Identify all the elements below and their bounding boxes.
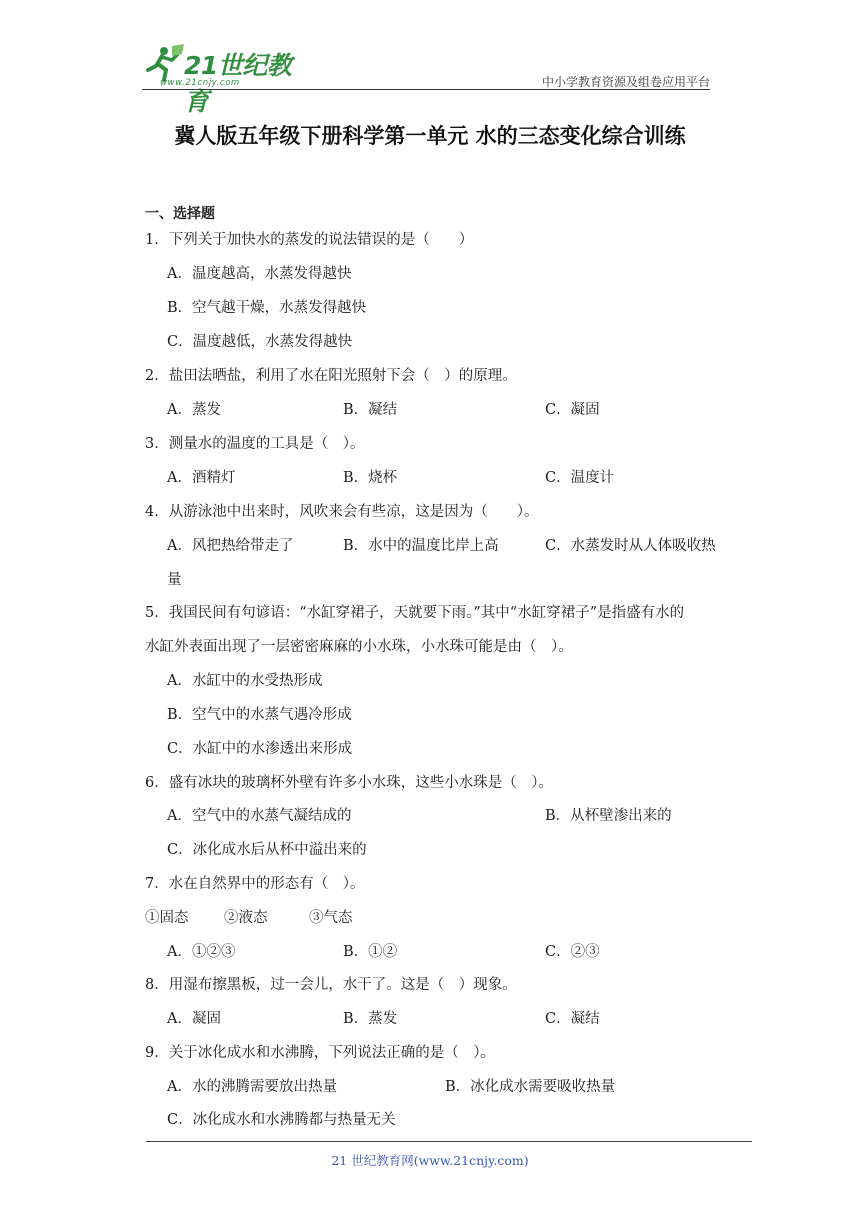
question-5-option-b: B．空气中的水蒸气遇冷形成 — [167, 707, 352, 723]
question-4-stem: 4．从游泳池中出来时，风吹来会有些凉，这是因为（ ）。 — [145, 504, 539, 520]
question-7-option-b: B．①② — [343, 944, 398, 960]
question-2-option-c: C．凝固 — [545, 402, 600, 418]
question-1-option-a: A．温度越高，水蒸发得越快 — [167, 266, 352, 282]
question-6-stem: 6．盛有冰块的玻璃杯外壁有许多小水珠，这些小水珠是（ ）。 — [145, 775, 553, 791]
logo-text: 21世纪教育 — [184, 51, 292, 116]
question-7-item-2: ②液态 — [224, 910, 268, 926]
question-5-stem-line1: 5．我国民间有句谚语：“水缸穿裙子，天就要下雨。”其中“水缸穿裙子”是指盛有水的 — [145, 605, 685, 621]
question-1-option-b: B．空气越干燥，水蒸发得越快 — [167, 300, 367, 316]
question-2-option-a: A．蒸发 — [167, 402, 221, 418]
question-7-item-3: ③气态 — [309, 910, 353, 926]
question-8-option-c: C．凝结 — [545, 1011, 600, 1027]
footer-divider — [146, 1141, 752, 1142]
question-3-stem: 3．测量水的温度的工具是（ ）。 — [145, 436, 365, 452]
question-3-option-b: B．烧杯 — [343, 470, 398, 486]
question-3-option-a: A．酒精灯 — [167, 470, 236, 486]
document-title: 冀人版五年级下册科学第一单元 水的三态变化综合训练 — [174, 124, 686, 148]
header-divider — [142, 89, 710, 90]
question-8-stem: 8．用湿布擦黑板，过一会儿，水干了。这是（ ）现象。 — [145, 977, 517, 993]
site-logo — [142, 38, 312, 116]
question-2-option-b: B．凝结 — [343, 402, 398, 418]
question-6-option-a: A．空气中的水蒸气凝结成的 — [167, 808, 352, 824]
question-9-option-a: A．水的沸腾需要放出热量 — [167, 1079, 337, 1095]
question-8-option-b: B．蒸发 — [343, 1011, 398, 1027]
logo-url: www.21cnjy.com — [160, 78, 240, 88]
question-6-option-c: C．冰化成水后从杯中溢出来的 — [167, 842, 367, 858]
question-5-stem-line2: 水缸外表面出现了一层密密麻麻的小水珠，小水珠可能是由（ ）。 — [145, 639, 573, 655]
question-2-stem: 2．盐田法晒盐，利用了水在阳光照射下会（ ）的原理。 — [145, 368, 517, 384]
platform-label: 中小学教育资源及组卷应用平台 — [541, 75, 710, 89]
question-4-option-c: C．水蒸发时从人体吸收热 — [545, 538, 716, 554]
section-heading: 一、选择题 — [145, 206, 215, 222]
question-1-stem: 1．下列关于加快水的蒸发的说法错误的是（ ） — [145, 232, 474, 248]
question-9-option-c: C．冰化成水和水沸腾都与热量无关 — [167, 1112, 396, 1128]
question-1-option-c: C．温度越低，水蒸发得越快 — [167, 334, 353, 350]
question-4-option-a: A．风把热给带走了 — [167, 538, 294, 554]
question-3-option-c: C．温度计 — [545, 470, 615, 486]
question-7-option-c: C．②③ — [545, 944, 600, 960]
question-6-option-b: B．从杯壁渗出来的 — [545, 808, 672, 824]
question-5-option-c: C．水缸中的水渗透出来形成 — [167, 741, 353, 757]
footer-link[interactable]: 21 世纪教育网(www.21cnjy.com) — [331, 1153, 529, 1168]
question-7-option-a: A．①②③ — [167, 944, 236, 960]
question-7-stem: 7．水在自然界中的形态有（ ）。 — [145, 876, 365, 892]
question-9-option-b: B．冰化成水需要吸收热量 — [445, 1079, 616, 1095]
question-9-stem: 9．关于冰化成水和水沸腾，下列说法正确的是（ ）。 — [145, 1045, 495, 1061]
question-4-option-c-wrap: 量 — [167, 572, 182, 588]
question-8-option-a: A．凝固 — [167, 1011, 221, 1027]
question-5-option-a: A．水缸中的水受热形成 — [167, 673, 323, 689]
question-4-option-b: B．水中的温度比岸上高 — [343, 538, 499, 554]
question-7-item-1: ①固态 — [145, 910, 189, 926]
